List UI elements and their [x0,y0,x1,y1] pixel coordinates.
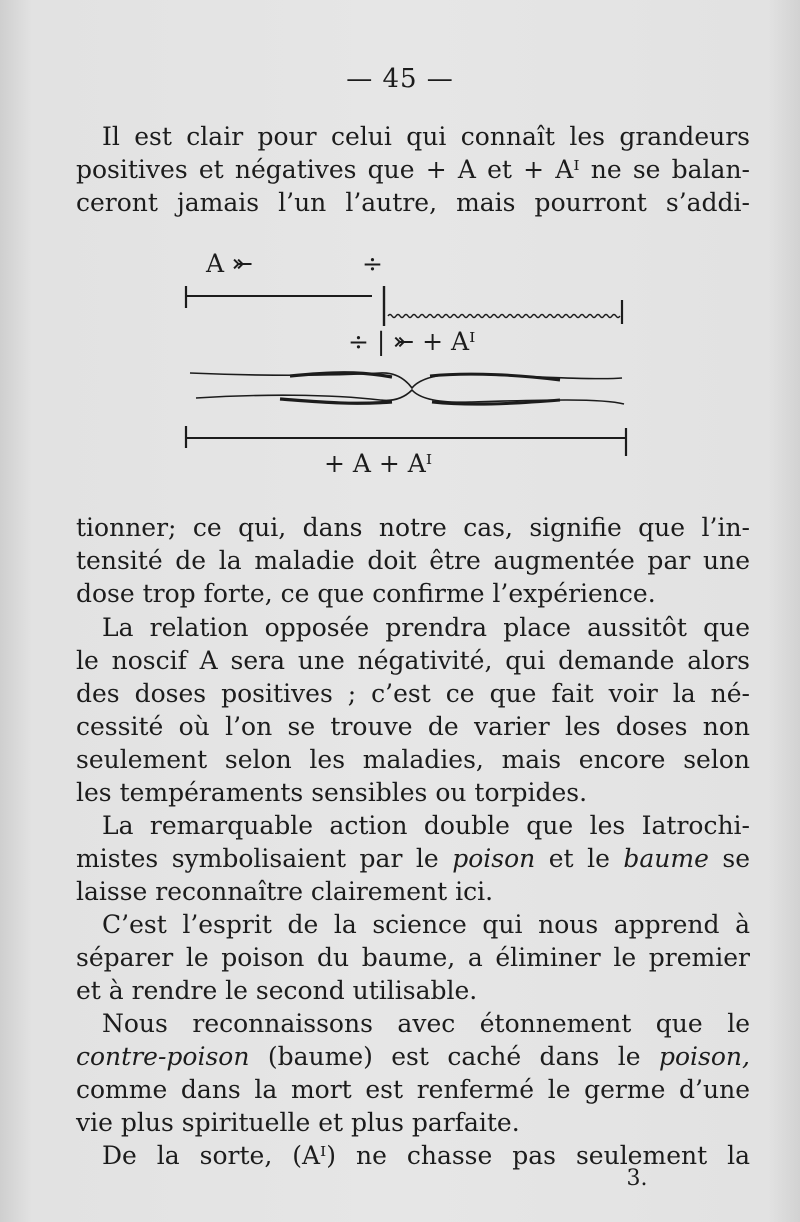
text-line: vie plus spirituelle et plus parfaite. [76,1108,520,1137]
curve-upper-thick-right [430,374,560,380]
text-line: cessité où l’on se trouve de varier les doses non [76,712,750,741]
text-span: et le [548,844,610,873]
figure-label-bottom: + A + Aᴵ [324,449,433,478]
text-line-mixed [76,1041,750,1073]
figure-label-mid: ÷ | ⤜ + Aᴵ [348,327,476,356]
text-span: se [722,844,751,873]
text-line-mixed [76,843,750,875]
italic-word: baume [623,844,709,873]
text-line: La relation opposée prendra place aussitôt que [102,613,750,642]
text-line: La remarquable action double que les Iatrochi- [102,811,750,840]
text-line: De la sorte, (Aᴵ) ne chasse pas seulement la [102,1141,750,1170]
text-line: le noscif A sera une négativité, qui demande alors [76,646,750,675]
text-line: C’est l’esprit de la science qui nous apprend à [102,910,750,939]
italic-word: poison, [659,1042,750,1071]
text-line: Il est clair pour celui qui connaît les grandeurs [102,122,750,151]
text-line: ceront jamais l’un l’autre, mais pourront s’addi- [76,188,750,217]
text-line: Nous reconnaissons avec étonnement que le [102,1009,750,1038]
segment-wavy [388,315,620,318]
text-line: les tempéraments sensibles ou torpides. [76,778,588,807]
text-line: tionner; ce qui, dans notre cas, signifie que l’in- [76,513,750,542]
text-span: mistes symbolisaient par le [76,844,439,873]
diagram-figure [0,0,800,500]
text-line: et à rendre le second utilisable. [76,976,478,1005]
italic-word: poison [452,844,536,873]
figure-label-a: A ⤜ [206,249,253,278]
text-line: seulement selon les maladies, mais encore selon [76,745,750,774]
curve-lower [196,390,624,404]
italic-word: contre-poison [76,1042,250,1071]
text-line: dose trop forte, ce que confirme l’expérience. [76,579,656,608]
text-line: des doses positives ; c’est ce que fait voir la né- [76,679,750,708]
text-line: tensité de la maladie doit être augmentée par une [76,546,750,575]
text-span: (baume) est caché dans le [267,1042,641,1071]
text-line: séparer le poison du baume, a éliminer le premier [76,943,750,972]
page-number: — 45 — [346,64,454,94]
figure-label-div-top: ÷ [362,249,383,278]
text-line: laisse reconnaître clairement ici. [76,877,494,906]
text-line: positives et négatives que + A et + Aᴵ ne se balan- [76,155,750,184]
text-line: comme dans la mort est renfermé le germe d’une [76,1075,750,1104]
signature-mark: 3. [626,1166,648,1191]
